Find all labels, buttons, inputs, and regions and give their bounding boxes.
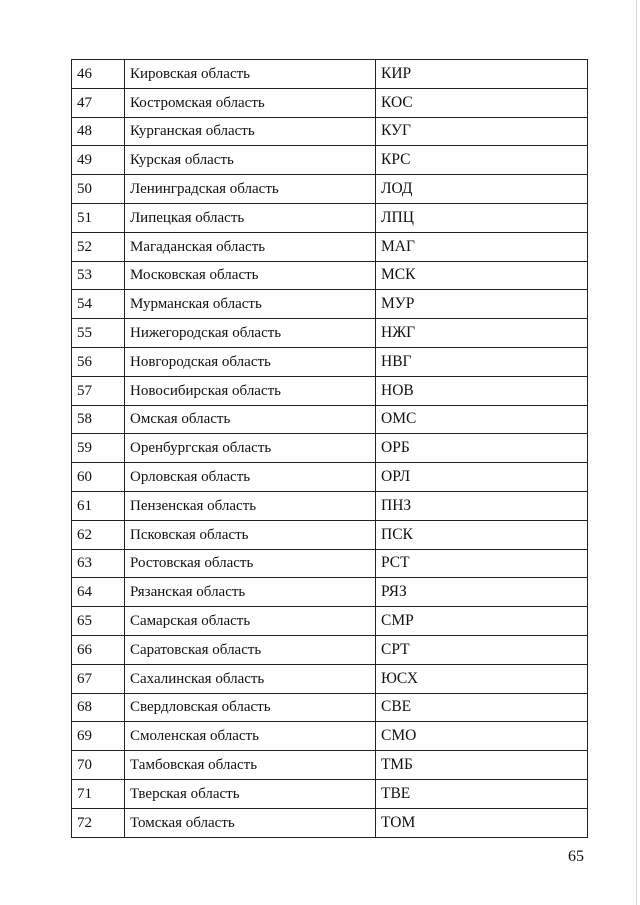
row-number-cell: 55 — [72, 319, 125, 348]
region-code-cell: ОРЛ — [376, 463, 588, 492]
region-code-cell: ТОМ — [376, 808, 588, 837]
region-code-cell: ТМБ — [376, 751, 588, 780]
row-number-cell: 46 — [72, 60, 125, 89]
region-name-cell: Курская область — [125, 146, 376, 175]
region-name-cell: Псковская область — [125, 520, 376, 549]
region-code-cell: НОВ — [376, 376, 588, 405]
region-name-cell: Кировская область — [125, 60, 376, 89]
row-number-cell: 53 — [72, 261, 125, 290]
table-row — [72, 261, 588, 290]
region-name-cell: Магаданская область — [125, 232, 376, 261]
region-name-cell: Томская область — [125, 808, 376, 837]
row-number-cell: 64 — [72, 578, 125, 607]
table-row — [72, 722, 588, 751]
row-number-cell: 50 — [72, 175, 125, 204]
row-number-cell: 72 — [72, 808, 125, 837]
table-row — [72, 751, 588, 780]
region-name-cell: Ростовская область — [125, 549, 376, 578]
region-code-cell: КРС — [376, 146, 588, 175]
region-name-cell: Смоленская область — [125, 722, 376, 751]
region-code-cell: КУГ — [376, 117, 588, 146]
region-name-cell: Ленинградская область — [125, 175, 376, 204]
region-name-cell: Новосибирская область — [125, 376, 376, 405]
row-number-cell: 57 — [72, 376, 125, 405]
region-code-cell: НВГ — [376, 347, 588, 376]
row-number-cell: 71 — [72, 779, 125, 808]
row-number-cell: 65 — [72, 607, 125, 636]
table-row — [72, 146, 588, 175]
table-row — [72, 664, 588, 693]
row-number-cell: 56 — [72, 347, 125, 376]
region-name-cell: Новгородская область — [125, 347, 376, 376]
region-code-cell: ПНЗ — [376, 491, 588, 520]
region-name-cell: Мурманская область — [125, 290, 376, 319]
row-number-cell: 69 — [72, 722, 125, 751]
regions-table — [71, 59, 588, 838]
region-code-cell: КОС — [376, 88, 588, 117]
table-row — [72, 635, 588, 664]
row-number-cell: 59 — [72, 434, 125, 463]
region-name-cell: Липецкая область — [125, 203, 376, 232]
row-number-cell: 62 — [72, 520, 125, 549]
table-row — [72, 203, 588, 232]
row-number-cell: 61 — [72, 491, 125, 520]
row-number-cell: 70 — [72, 751, 125, 780]
table-row — [72, 693, 588, 722]
region-code-cell: РЯЗ — [376, 578, 588, 607]
table-row — [72, 376, 588, 405]
row-number-cell: 52 — [72, 232, 125, 261]
table-row — [72, 319, 588, 348]
table-row — [72, 520, 588, 549]
row-number-cell: 60 — [72, 463, 125, 492]
region-code-cell: МУР — [376, 290, 588, 319]
table-row — [72, 779, 588, 808]
table-row — [72, 463, 588, 492]
table-row — [72, 434, 588, 463]
region-name-cell: Костромская область — [125, 88, 376, 117]
region-name-cell: Омская область — [125, 405, 376, 434]
table-row — [72, 808, 588, 837]
region-name-cell: Нижегородская область — [125, 319, 376, 348]
region-code-cell: ПСК — [376, 520, 588, 549]
region-name-cell: Сахалинская область — [125, 664, 376, 693]
scan-edge-line — [636, 0, 637, 905]
table-row — [72, 405, 588, 434]
row-number-cell: 48 — [72, 117, 125, 146]
region-name-cell: Пензенская область — [125, 491, 376, 520]
region-code-cell: НЖГ — [376, 319, 588, 348]
region-code-cell: ЮСХ — [376, 664, 588, 693]
region-name-cell: Орловская область — [125, 463, 376, 492]
table-row — [72, 60, 588, 89]
table-row — [72, 578, 588, 607]
region-name-cell: Саратовская область — [125, 635, 376, 664]
region-code-cell: ОРБ — [376, 434, 588, 463]
table-row — [72, 88, 588, 117]
table-row — [72, 232, 588, 261]
regions-table-body — [72, 60, 588, 838]
region-name-cell: Рязанская область — [125, 578, 376, 607]
region-code-cell: СМР — [376, 607, 588, 636]
region-name-cell: Тамбовская область — [125, 751, 376, 780]
table-row — [72, 290, 588, 319]
row-number-cell: 49 — [72, 146, 125, 175]
region-code-cell: КИР — [376, 60, 588, 89]
region-code-cell: ЛОД — [376, 175, 588, 204]
region-code-cell: МАГ — [376, 232, 588, 261]
region-name-cell: Московская область — [125, 261, 376, 290]
table-row — [72, 549, 588, 578]
table-row — [72, 117, 588, 146]
region-code-cell: СВЕ — [376, 693, 588, 722]
table-row — [72, 607, 588, 636]
table-row — [72, 175, 588, 204]
region-name-cell: Оренбургская область — [125, 434, 376, 463]
row-number-cell: 66 — [72, 635, 125, 664]
row-number-cell: 58 — [72, 405, 125, 434]
table-row — [72, 347, 588, 376]
region-code-cell: РСТ — [376, 549, 588, 578]
row-number-cell: 63 — [72, 549, 125, 578]
region-code-cell: ЛПЦ — [376, 203, 588, 232]
region-code-cell: СРТ — [376, 635, 588, 664]
table-row — [72, 491, 588, 520]
region-code-cell: МСК — [376, 261, 588, 290]
region-name-cell: Курганская область — [125, 117, 376, 146]
page-number: 65 — [568, 848, 584, 865]
row-number-cell: 51 — [72, 203, 125, 232]
row-number-cell: 54 — [72, 290, 125, 319]
row-number-cell: 47 — [72, 88, 125, 117]
region-code-cell: ТВЕ — [376, 779, 588, 808]
region-name-cell: Тверская область — [125, 779, 376, 808]
row-number-cell: 68 — [72, 693, 125, 722]
row-number-cell: 67 — [72, 664, 125, 693]
region-name-cell: Свердловская область — [125, 693, 376, 722]
region-name-cell: Самарская область — [125, 607, 376, 636]
region-code-cell: СМО — [376, 722, 588, 751]
region-code-cell: ОМС — [376, 405, 588, 434]
